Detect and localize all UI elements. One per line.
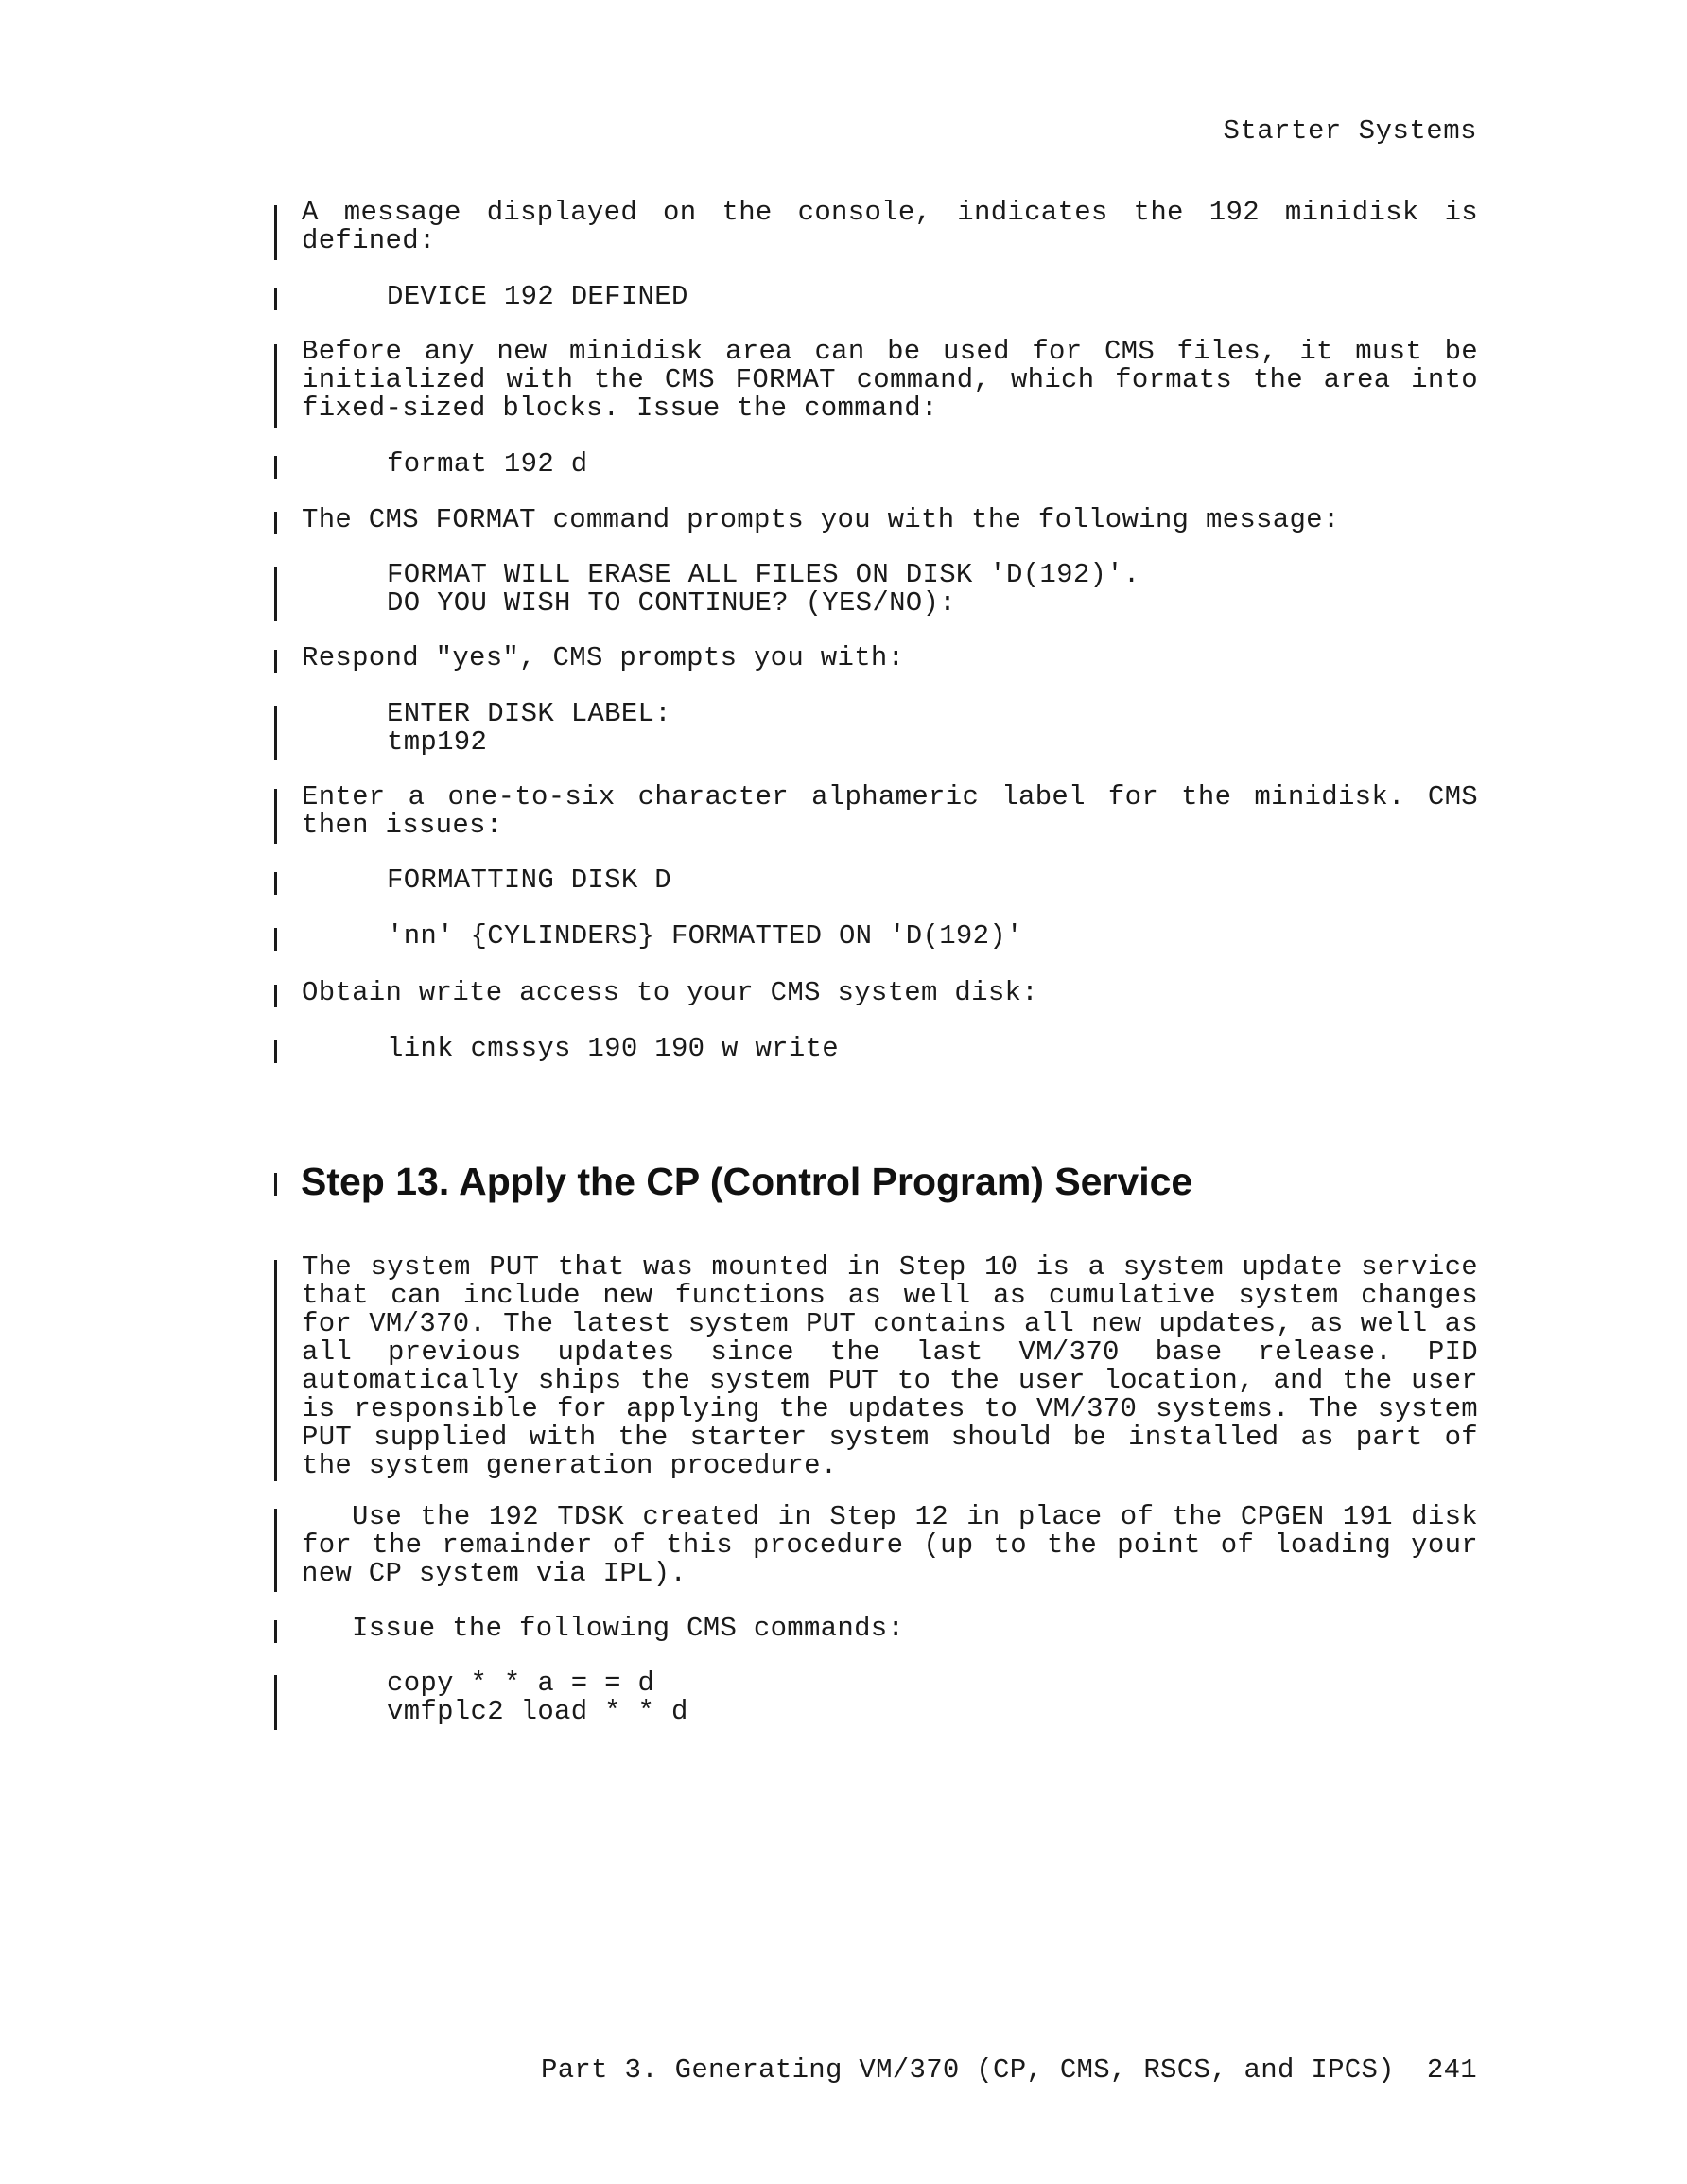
revision-bar <box>274 1260 277 1481</box>
section-heading: Step 13. Apply the CP (Control Program) Service <box>301 1160 1193 1203</box>
revision-bar <box>274 985 277 1007</box>
paragraph: Respond "yes", CMS prompts you with: <box>302 642 905 673</box>
code-line: copy * * a = = d <box>387 1668 655 1699</box>
paragraph: Obtain write access to your CMS system disk: <box>302 977 1038 1008</box>
paragraph: A message displayed on the console, indicates the 192 minidisk is defined: <box>302 197 1478 256</box>
code-line: link cmssys 190 190 w write <box>387 1033 839 1064</box>
footer-title: Part 3. Generating VM/370 (CP, CMS, RSCS, and IPCS) <box>541 2054 1395 2086</box>
revision-bar <box>274 1173 277 1196</box>
code-line: format 192 d <box>387 448 588 480</box>
page-number: 241 <box>1426 2054 1477 2086</box>
code-line: vmfplc2 load * * d <box>387 1696 688 1727</box>
paragraph: Before any new minidisk area can be used for CMS files, it must be initialized with the CMS FORMAT command, which formats the area into fixed-sized blocks. Issue the command: <box>302 336 1478 424</box>
revision-bar <box>274 872 277 895</box>
code-line: 'nn' {CYLINDERS} FORMATTED ON 'D(192)' <box>387 920 1023 952</box>
paragraph: The system PUT that was mounted in Step 10 is a system update service that can include new functions as well as cumulative system changes for VM/370. The latest system PUT contains all new updates, as well as all previous updates since the last VM/370 base release. PID automatically ships the system PUT to the user location, and the user is responsible for applying the updates to VM/370 systems. The system PUT supplied with the starter system should be installed as part of the system generation procedure. <box>302 1251 1478 1481</box>
paragraph: Enter a one-to-six character alphameric label for the minidisk. CMS then issues: <box>302 781 1478 841</box>
code-line: FORMAT WILL ERASE ALL FILES ON DISK 'D(192)'. <box>387 559 1140 590</box>
code-line: DEVICE 192 DEFINED <box>387 281 688 312</box>
revision-bar <box>274 706 277 760</box>
revision-bar <box>274 205 277 260</box>
revision-bar <box>274 1620 277 1643</box>
code-line: ENTER DISK LABEL: <box>387 698 671 729</box>
revision-bar <box>274 344 277 428</box>
paragraph: The CMS FORMAT command prompts you with the following message: <box>302 504 1340 535</box>
code-line: tmp192 <box>387 726 488 758</box>
page-footer <box>541 2054 1477 2086</box>
paragraph: Use the 192 TDSK created in Step 12 in place of the CPGEN 191 disk for the remainder of this procedure (up to the point of loading your new CP system via IPL). <box>302 1501 1478 1589</box>
revision-bar <box>274 650 277 673</box>
revision-bar <box>274 1509 277 1592</box>
revision-bar <box>274 288 277 310</box>
revision-bar <box>274 567 277 621</box>
revision-bar <box>274 512 277 534</box>
code-line: FORMATTING DISK D <box>387 865 671 896</box>
paragraph: Issue the following CMS commands: <box>352 1613 905 1644</box>
revision-bar <box>274 789 277 844</box>
code-line: DO YOU WISH TO CONTINUE? (YES/NO): <box>387 587 956 619</box>
revision-bar <box>274 1040 277 1063</box>
revision-bar <box>274 928 277 951</box>
revision-bar <box>274 456 277 479</box>
running-head: Starter Systems <box>1223 115 1477 147</box>
revision-bar <box>274 1675 277 1730</box>
